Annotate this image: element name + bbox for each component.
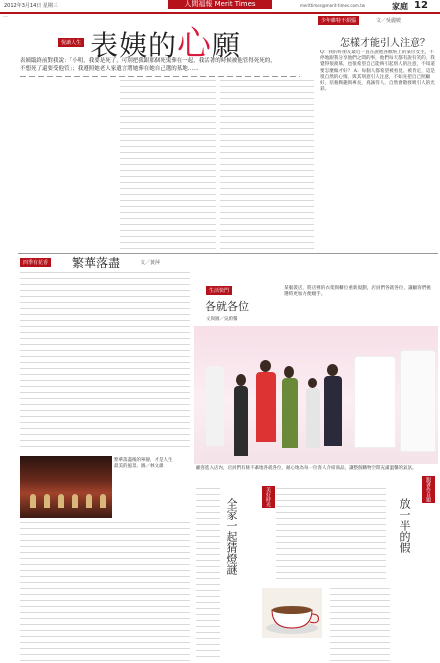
story3-caption: 繁華落盡後的寧靜，才是人生最美的風景。圖／林文雄 — [114, 458, 173, 469]
story1-body-block-1 — [20, 80, 116, 252]
clothing-rack — [206, 366, 224, 446]
story4-author: 文與圖／吳蔚馨 — [206, 317, 238, 322]
story4-intro: 某服裝店，將店裡的衣架與櫃位重新規劃，店員們各就各位，讓顧客們挑選時更加方便順手。 — [284, 286, 432, 297]
performer — [72, 494, 78, 508]
story1-tag: 悅讀人生 — [58, 38, 84, 47]
performer — [86, 494, 92, 508]
performer — [30, 494, 36, 508]
story3-body-lower — [20, 522, 190, 662]
shopper — [234, 386, 248, 456]
shopper-head — [308, 378, 317, 388]
performer — [58, 494, 64, 508]
performer — [100, 494, 106, 508]
story1-body-block-2 — [120, 80, 216, 252]
stage-performance-photo — [20, 456, 112, 518]
story6-title: 放一半的假 — [398, 498, 411, 553]
left-side-column — [2, 14, 14, 244]
shopper-head — [284, 366, 294, 378]
story4-title: 各就各位 — [205, 300, 249, 313]
story2-tag: 少年維特不煩惱 — [318, 16, 359, 25]
heart-character: 心 — [177, 24, 213, 64]
story6-tag: 跟著作自題 — [422, 476, 435, 503]
story5-body-2 — [276, 488, 386, 584]
story1-lead: 表姨臨終前對我說：「小明，我要是死了，可別把我跟那個死鬼葬在一起，我活著的時候被他管得死死的，不想死了還要受他管」；我遵照她老人家遺言將她葬在她自己選的墓地…… — [20, 58, 276, 72]
page-number: 12 — [414, 0, 428, 11]
story6-body — [330, 588, 390, 662]
left-column-text: ｜ — [2, 14, 8, 19]
shopper — [306, 388, 320, 448]
title-prefix: 表姨的 — [90, 29, 178, 62]
section-name: 家庭 — [392, 2, 408, 11]
story2-body: Q：我的好朋友最近一直在說他喜歡班上的某位女生，不停地跟我分享他們之間的事，他們每天都有說有笑的，我覺得很羨慕，也很希望自己能夠引起別人的注意，不知道要怎麼做才好？ A：每個人都希望被看見、被肯定，這是很自然的心情。與其刻意引人注意，不如先把自己照顧好，培養興趣與專長，真誠待人，自然會散發吸引人的光彩。 — [320, 50, 436, 93]
contact-email: merittimes@merit-times.com.tw — [300, 3, 365, 8]
story4-tag: 生活快門 — [206, 286, 232, 295]
story3-tag: 四季有花香 — [20, 258, 51, 267]
story5-tag: 美好時光 — [262, 486, 275, 508]
story2-title: 怎樣才能引人注意？ — [340, 38, 430, 49]
story3-author: 文／黃萍 — [140, 260, 161, 266]
shop-photo — [194, 326, 438, 464]
story3-title: 繁華落盡 — [72, 256, 121, 270]
story2-author: 文／吳麗媛 — [376, 18, 402, 24]
story5-body — [196, 488, 220, 662]
story3-body — [20, 272, 190, 452]
story1-body-block-3 — [220, 80, 314, 252]
story4-caption: 顧客進入店內，店員們有條不紊地各就各位，耐心地為每一位客人介紹商品，讓整個購物空間充滿溫馨的氣氛。 — [196, 466, 417, 471]
shopper-head — [236, 374, 246, 386]
shopper-head — [260, 360, 271, 372]
shopper-head — [327, 364, 338, 376]
performer — [44, 494, 50, 508]
shopper — [324, 376, 342, 446]
story5-title: 全家一起猜燈謎 — [225, 498, 238, 575]
clothing-rack — [400, 350, 436, 452]
clothing-rack — [354, 356, 396, 448]
newspaper-masthead: 人間福報 Merit Times — [168, 0, 272, 9]
title-suffix: 願 — [212, 29, 242, 62]
shopper — [282, 378, 298, 448]
issue-date: 2012年3月14日 星期三 — [4, 3, 58, 9]
shopper — [256, 372, 276, 442]
coffee-cup-icon — [262, 588, 322, 638]
coffee-cup-illustration — [262, 588, 322, 638]
divider — [20, 76, 300, 77]
